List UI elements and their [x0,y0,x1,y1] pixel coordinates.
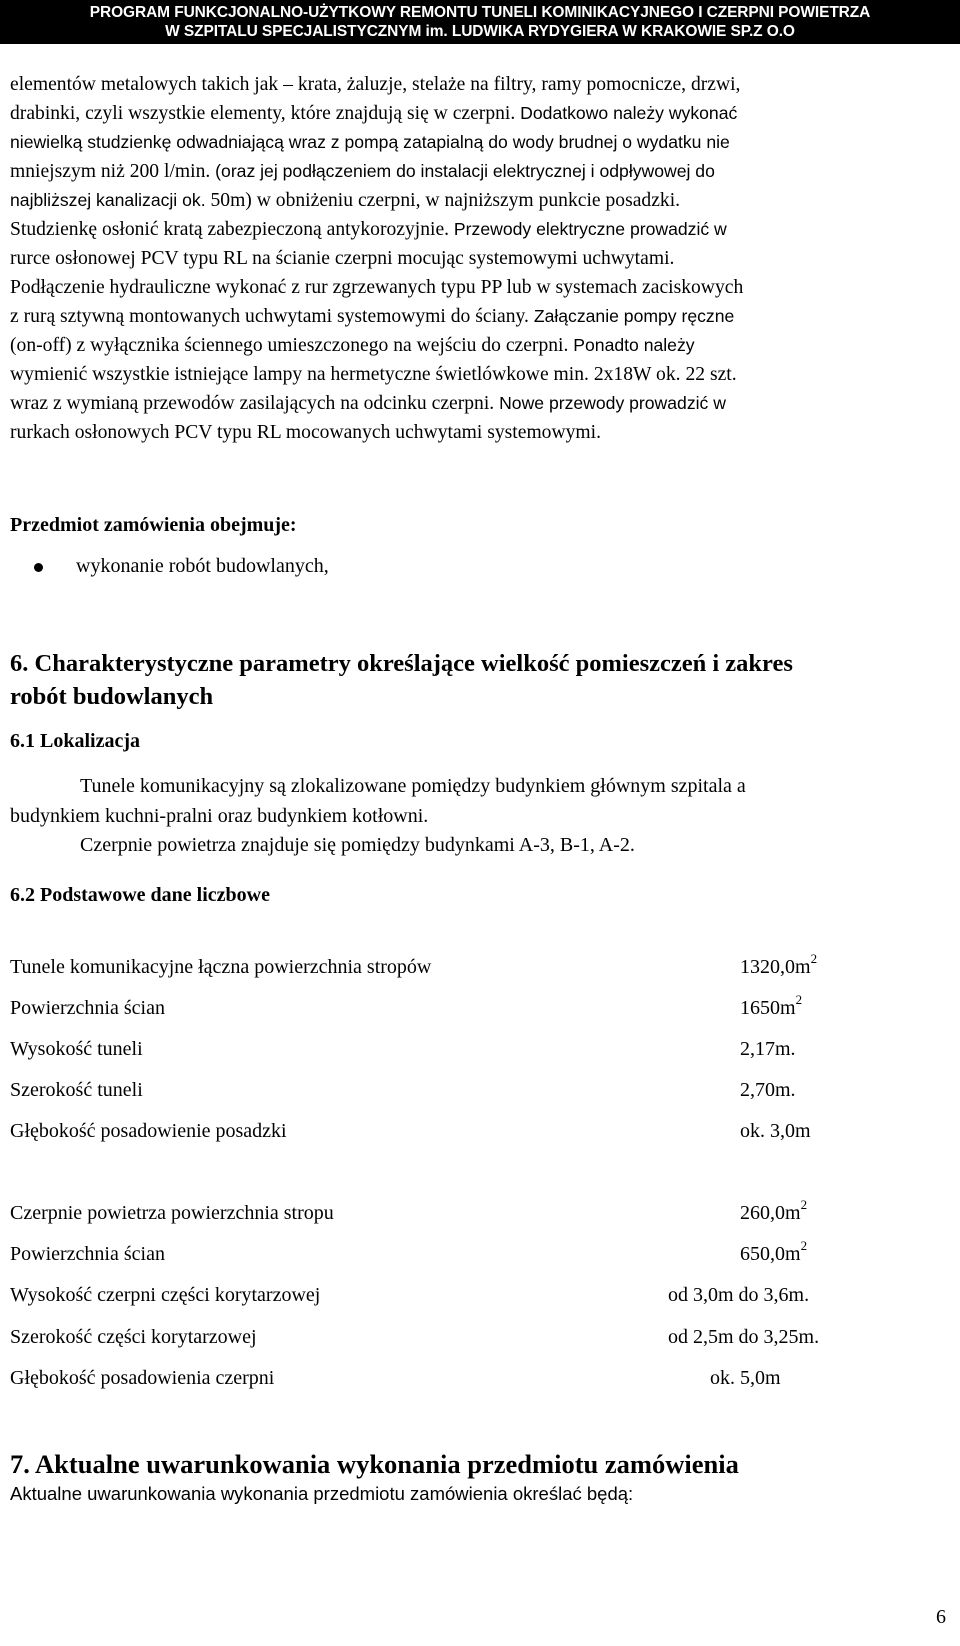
row-value: od 3,0m do 3,6m. [668,1284,810,1306]
row-label: Głębokość posadowienia czerpni [10,1367,275,1389]
intro-text: najbliższej kanalizacji ok. [10,190,206,210]
tunnel-data-row [10,951,910,986]
location-line: Czerpnie powietrza znajduje się pomiędzy budynkami A-3, B-1, A-2. [80,834,635,856]
intro-line [10,215,950,244]
page-number: 6 [936,1606,946,1628]
row-label: Powierzchnia ścian [10,997,165,1019]
intro-line [10,331,950,360]
section-6-heading [10,647,793,713]
intro-text: (on-off) z wyłącznika ściennego umieszczonego na wejściu do czerpni. [10,335,569,356]
row-label: Głębokość posadowienie posadzki [10,1120,287,1142]
intro-line [10,302,950,331]
row-label: Wysokość tuneli [10,1038,143,1060]
intro-text: Studzienkę osłonić kratą zabezpieczoną antykorozyjnie. [10,219,450,240]
document-header [0,0,960,44]
row-value: ok. 3,0m [740,1120,811,1142]
section-6-1-heading: 6.1 Lokalizacja [10,730,140,752]
row-label: Powierzchnia ścian [10,1243,165,1265]
row-label: Tunele komunikacyjne łączna powierzchnia stropów [10,956,432,978]
intro-text: drabinki, czyli wszystkie elementy, które znajdują się w czerpni. [10,103,516,124]
intake-data-row [10,1284,910,1314]
row-value: 2,70m. [740,1079,796,1101]
scope-bullet-item [34,555,329,578]
section-7-text: Aktualne uwarunkowania wykonania przedmiotu zamówienia określać będą: [10,1483,634,1504]
row-label: Szerokość części korytarzowej [10,1326,257,1348]
intro-text: z rurą sztywną montowanych uchwytami systemowymi do ściany. [10,306,529,327]
row-value: $1320,0m^2$ [740,951,818,978]
intro-line [10,186,950,215]
intro-text: Dodatkowo należy wykonać [515,103,738,123]
intake-data-row [10,1367,910,1397]
intake-data-row [10,1197,910,1232]
intro-line: elementów metalowych takich jak – krata, żaluzje, stelaże na filtry, ramy pomocnicze, drzwi, [10,74,741,95]
section-7-heading: 7. Aktualne uwarunkowania wykonania przedmiotu zamówienia [10,1449,739,1479]
header-line-1: PROGRAM FUNKCJONALNO-UŻYTKOWY REMONTU TUNELI KOMINIKACYJNEGO I CZERPNI POWIETRZA [89,4,871,21]
intro-line [10,389,950,418]
row-label: Wysokość czerpni części korytarzowej [10,1284,321,1306]
row-value: ok. 5,0m [710,1367,781,1389]
location-line: Tunele komunikacyjny są zlokalizowane pomiędzy budynkiem głównym szpitala a [80,775,746,797]
section-6-2-heading: 6.2 Podstawowe dane liczbowe [10,884,270,906]
scope-heading: Przedmiot zamówienia obejmuje: [10,514,297,536]
row-value: $650,0m^2$ [740,1238,808,1265]
intake-data-row [10,1326,910,1356]
row-value: od 2,5m do 3,25m. [668,1326,820,1348]
intro-line: rurce osłonowej PCV typu RL na ścianie czerpni mocując systemowymi uchwytami. [10,248,675,269]
intro-text: mniejszym niż 200 l/min. [10,161,211,182]
intro-line [10,99,950,128]
row-value: $1650m^2$ [740,992,803,1019]
bullet-icon [34,563,43,572]
header-line-2: W SZPITALU SPECJALISTYCZNYM im. LUDWIKA RYDYGIERA W KRAKOWIE SP.Z O.O [165,23,795,40]
row-value: 2,17m. [740,1038,796,1060]
row-value: $260,0m^2$ [740,1197,808,1224]
scope-bullet-text: wykonanie robót budowlanych, [76,555,329,577]
intro-text: Załączanie pompy ręczne [528,306,735,326]
location-line: budynkiem kuchni-pralni oraz budynkiem kotłowni. [10,805,429,827]
intro-text: Nowe przewody prowadzić w [494,393,726,413]
intro-line: wymienić wszystkie istniejące lampy na hermetyczne świetlówkowe min. 2x18W ok. 22 szt. [10,364,737,385]
intro-line: rurkach osłonowych PCV typu RL mocowanych uchwytami systemowymi. [10,422,602,443]
intro-line [10,157,950,186]
intro-text: (oraz jej podłączeniem do instalacji elektrycznej i odpływowej do [210,161,715,181]
tunnel-data-row [10,1038,910,1068]
tunnel-data-row [10,992,910,1027]
row-label: Szerokość tuneli [10,1079,143,1101]
section-6-heading-line: 6. Charakterystyczne parametry określające wielkość pomieszczeń i zakres [10,650,793,677]
intro-paragraph [10,70,950,447]
intro-line: niewielką studzienkę odwadniającą wraz z pompą zatapialną do wody brudnej o wydatku nie [10,132,730,152]
intake-data-row [10,1238,910,1273]
intro-text: 50m) w obniżeniu czerpni, w najniższym punkcie posadzki. [205,190,681,211]
tunnel-data-row [10,1079,910,1109]
intro-text: wraz z wymianą przewodów zasilających na odcinku czerpni. [10,393,495,414]
intro-line: Podłączenie hydrauliczne wykonać z rur zgrzewanych typu PP lub w systemach zaciskowych [10,277,744,298]
intro-text: Przewody elektryczne prowadzić w [449,219,727,239]
section-6-heading-line: robót budowlanych [10,683,214,710]
intro-text: Ponadto należy [568,335,695,355]
row-label: Czerpnie powietrza powierzchnia stropu [10,1202,334,1224]
tunnel-data-row [10,1120,910,1150]
